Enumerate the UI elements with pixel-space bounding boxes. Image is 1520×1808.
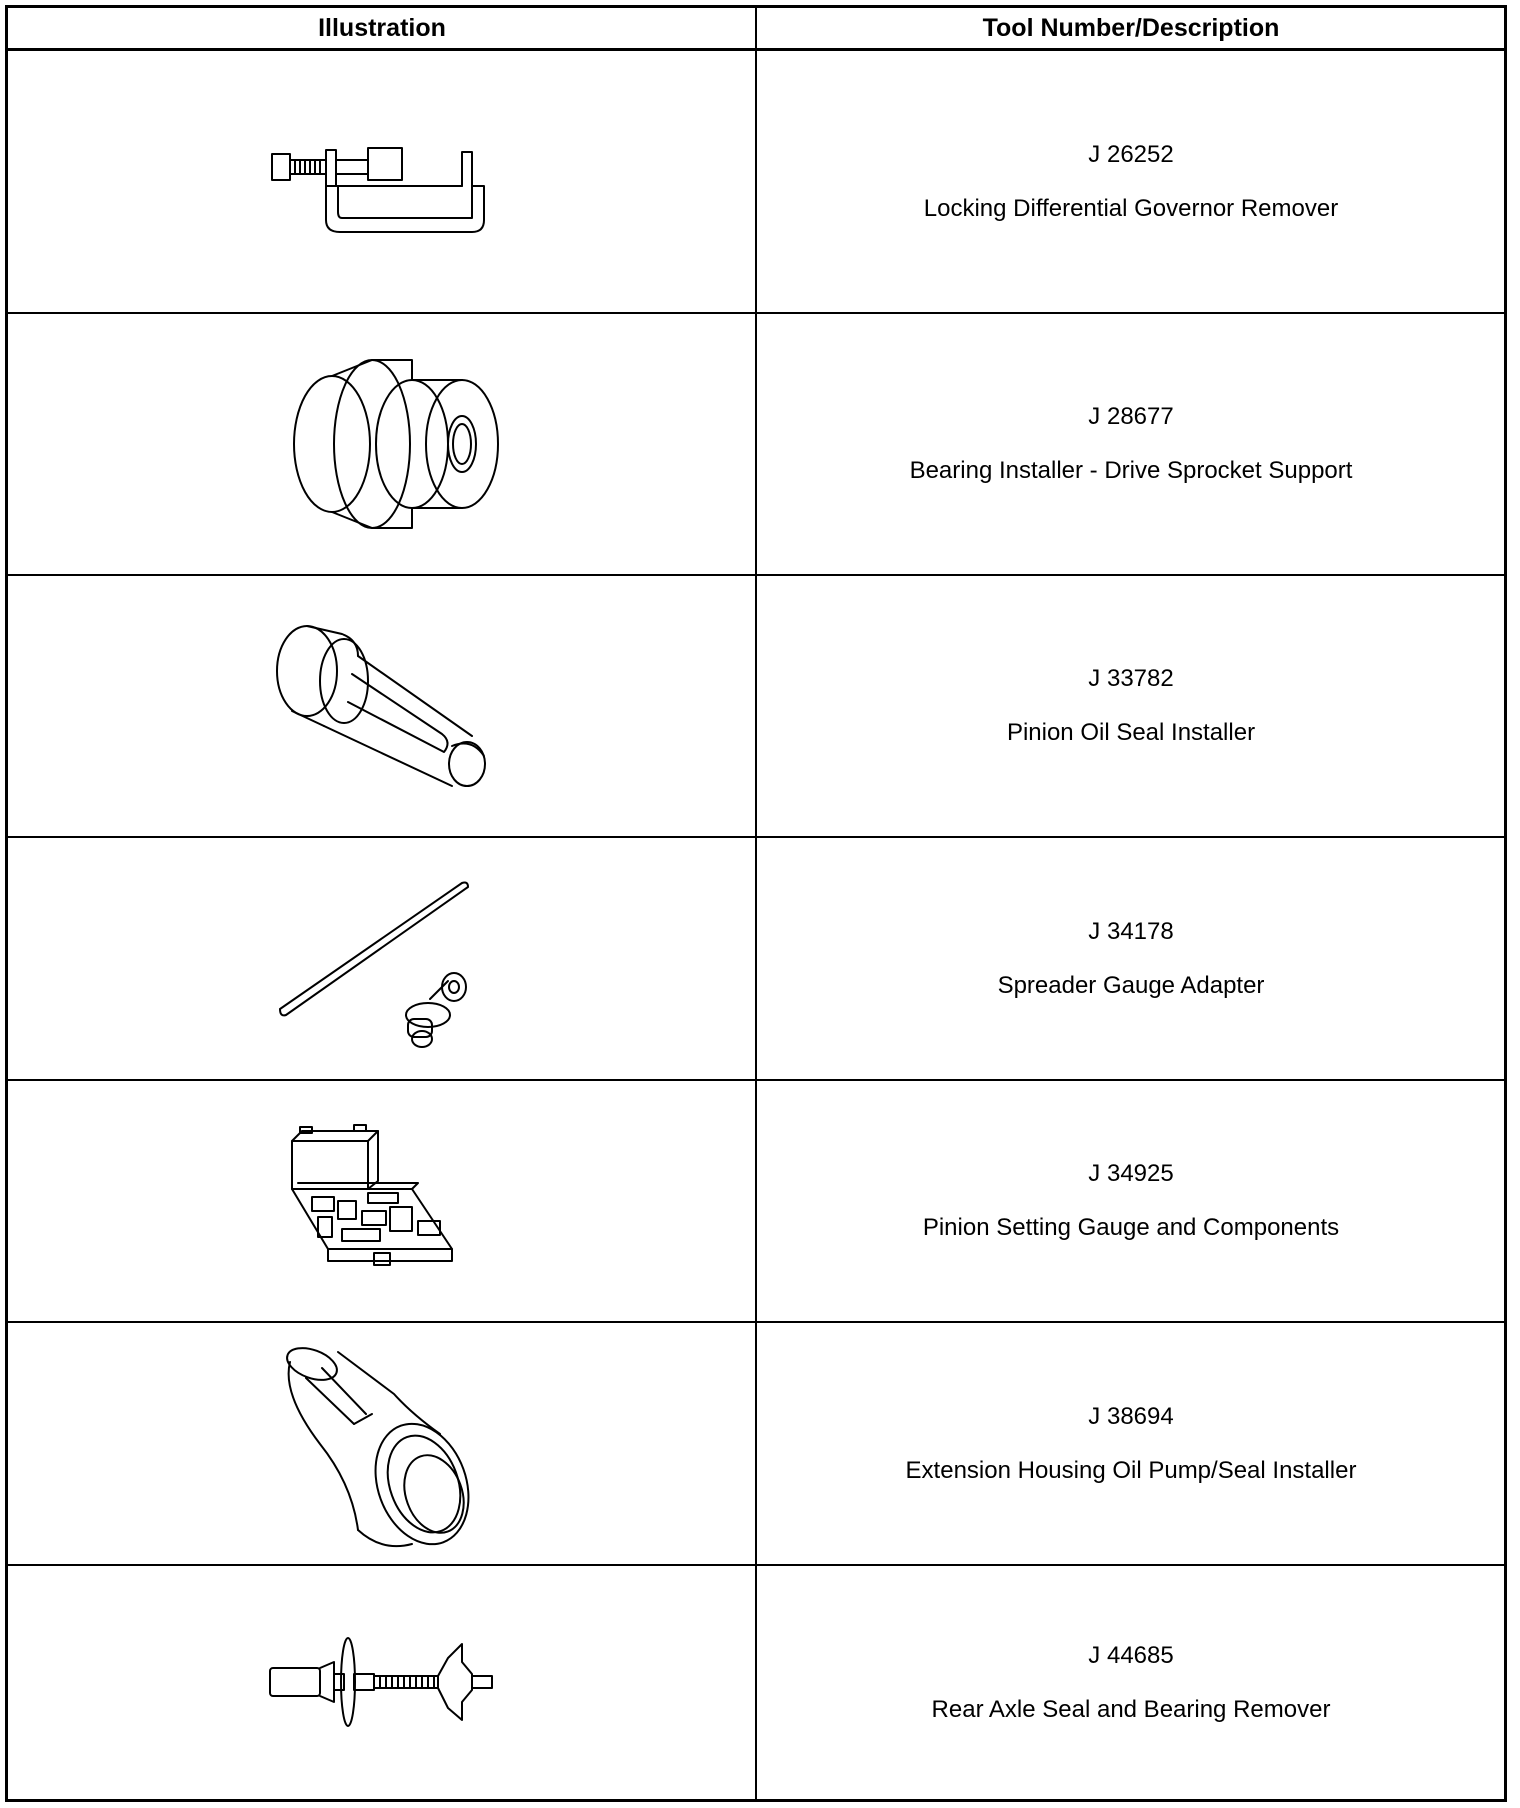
illustration-cell: [8, 838, 756, 1079]
c-clamp-puller-icon: [262, 122, 502, 242]
table-header: [8, 8, 1504, 51]
tool-case-icon: [282, 1121, 482, 1281]
tool-description: Rear Axle Seal and Bearing Remover: [931, 1695, 1331, 1723]
description-cell: [758, 838, 1504, 1079]
table-row: [8, 574, 1504, 836]
tool-number: J 33782: [1088, 665, 1174, 692]
illustration-cell: [8, 314, 756, 574]
table-row: [8, 1079, 1504, 1321]
tool-number: J 28677: [1088, 403, 1174, 430]
table-row: [8, 836, 1504, 1079]
illustration-cell: [8, 1566, 756, 1799]
illustration-cell: [8, 1323, 756, 1564]
illustration-cell: [8, 51, 756, 312]
gauge-adapter-icon: [272, 869, 492, 1049]
description-cell: [758, 1566, 1504, 1799]
tool-description: Pinion Setting Gauge and Components: [922, 1214, 1340, 1241]
description-cell: [758, 1323, 1504, 1564]
tool-number: J 34925: [1088, 1160, 1174, 1187]
header-tool-description: Tool Number/Description: [982, 14, 1280, 42]
seal-installer-icon: [262, 616, 502, 796]
bearing-installer-icon: [262, 344, 502, 544]
pump-seal-installer-icon: [262, 1334, 502, 1554]
illustration-cell: [8, 576, 756, 836]
tool-description: Bearing Installer - Drive Sprocket Support: [909, 457, 1353, 484]
special-tools-table: [5, 5, 1507, 1802]
description-cell: [758, 51, 1504, 312]
tool-description: Pinion Oil Seal Installer: [1006, 719, 1256, 746]
description-cell: [758, 576, 1504, 836]
tool-description: Extension Housing Oil Pump/Seal Installer: [905, 1456, 1357, 1484]
header-illustration: Illustration: [318, 14, 446, 42]
tool-number: J 38694: [1088, 1402, 1174, 1430]
tool-number: J 26252: [1088, 140, 1174, 168]
tool-number: J 44685: [1088, 1641, 1174, 1669]
tool-number: J 34178: [1088, 917, 1174, 945]
table-row: [8, 51, 1504, 312]
description-cell: [758, 1081, 1504, 1321]
seal-bearing-remover-icon: [262, 1628, 502, 1738]
illustration-cell: [8, 1081, 756, 1321]
description-cell: [758, 314, 1504, 574]
table-row: [8, 1321, 1504, 1564]
tool-description: Locking Differential Governor Remover: [923, 194, 1339, 222]
tool-description: Spreader Gauge Adapter: [997, 971, 1265, 999]
table-row: [8, 312, 1504, 574]
table-row: [8, 1564, 1504, 1799]
